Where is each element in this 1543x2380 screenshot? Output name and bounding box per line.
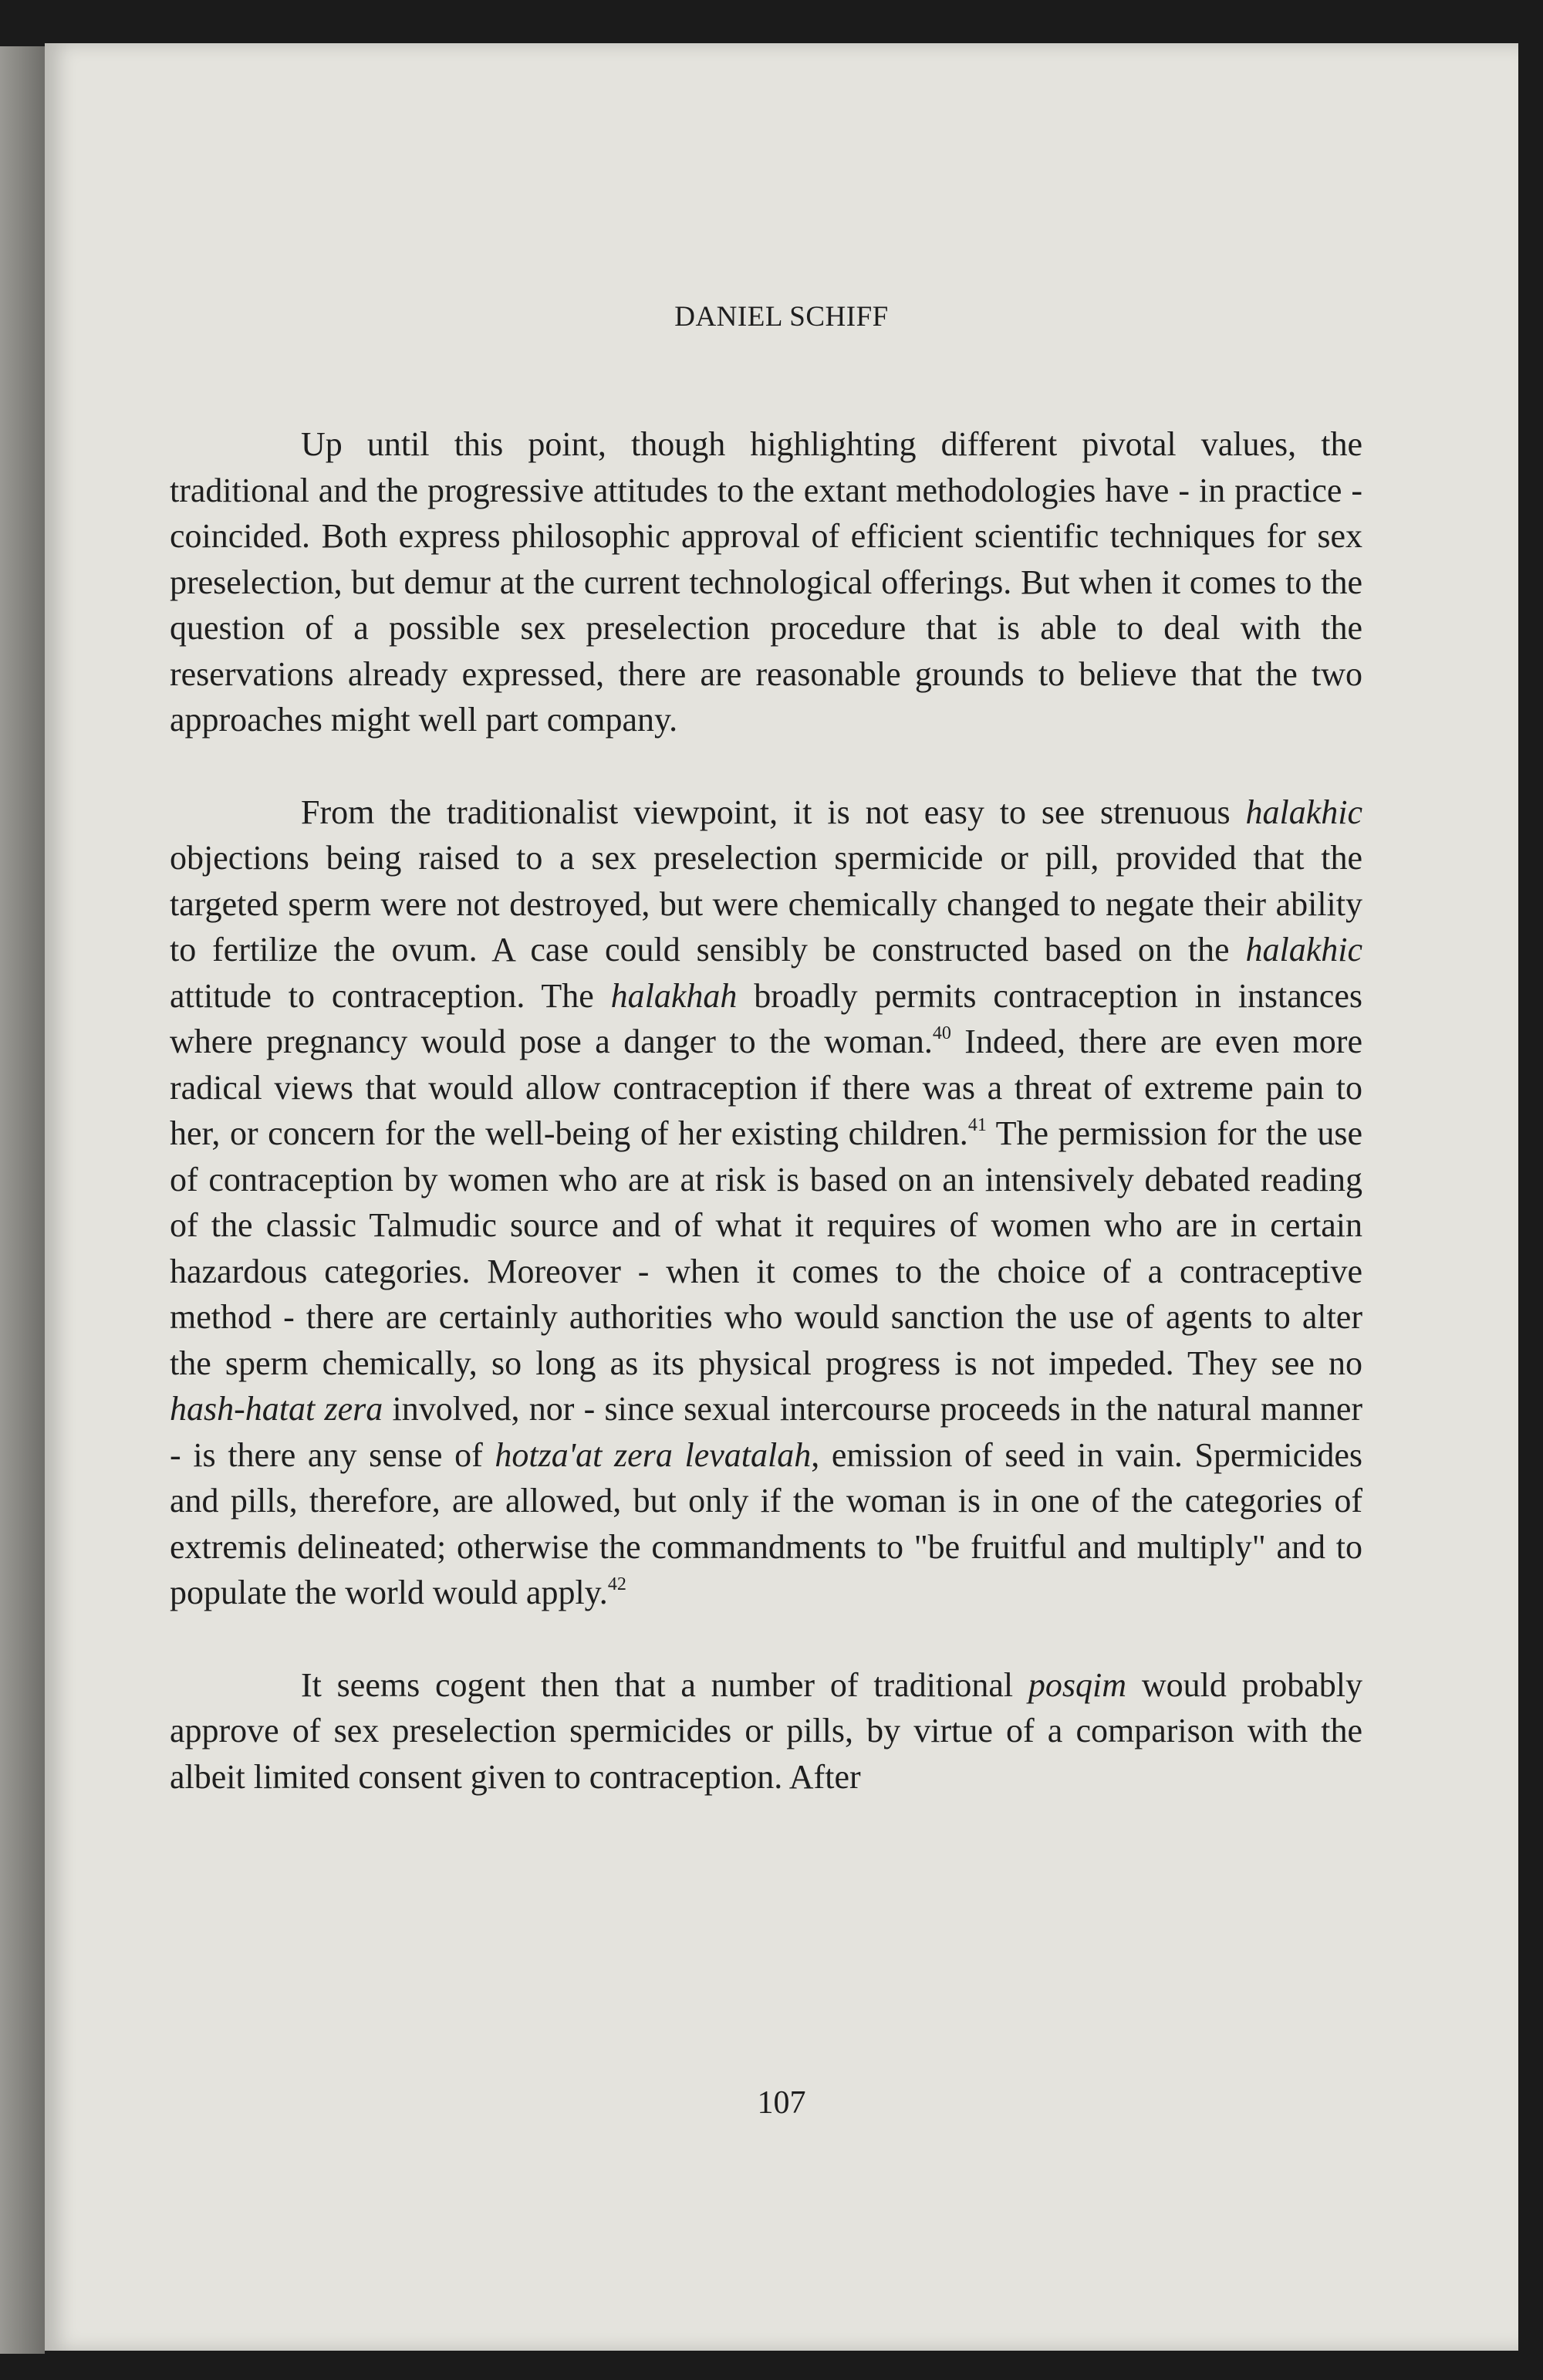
paragraph-2-text-b: objections being raised to a sex preselection spermicide or pill, provided that the targeted sperm were not destroyed, but were chemically changed to negate their ability to fertilize the ovum. A case could sensibly be constructed based on the	[170, 839, 1362, 969]
paragraph-2-text-c: attitude to contraception. The	[170, 976, 611, 1015]
paragraph-2	[170, 789, 1362, 1616]
footnote-ref-42: 42	[607, 1574, 626, 1594]
italic-term-halakhic: halakhic	[1245, 793, 1362, 831]
italic-term-halakhah: halakhah	[610, 976, 738, 1015]
paragraph-1	[170, 421, 1362, 743]
paragraph-2-text-f: The permission for the use of contraception by women who are at risk is based on an intensively debated reading of the classic Talmudic source and of what it requires of women who are in certain hazardous categories. Moreover - when it comes to the choice of a contraceptive method - there are certainly authorities who would sanction the use of agents to alter the sperm chemically, so long as its physical progress is not impeded. They see no	[170, 1114, 1362, 1382]
italic-term-halakhic: halakhic	[1245, 931, 1362, 969]
body-text	[170, 421, 1362, 1846]
paragraph-2-text-h: , emission of seed in vain. Spermicides and pills, therefore, are allowed, but only if the woman is in one of the categories of extremis delineated; otherwise the commandments to "be fruitful and multiply" and to populate the world would apply.	[170, 1435, 1362, 1611]
paragraph-1-text: Up until this point, though highlighting different pivotal values, the traditional and the progressive attitudes to the extant methodologies have - in practice - coincided. Both express philosophic approval of efficient scientific techniques for sex preselection, but demur at the current technological offerings. But when it comes to the question of a possible sex preselection procedure that is able to deal with the reservations already expressed, there are reasonable grounds to believe that the two approaches might well part company.	[170, 425, 1362, 739]
footnote-ref-40: 40	[932, 1023, 951, 1043]
paragraph-3-text-b: would probably approve of sex preselection spermicides or pills, by virtue of a comparison with the albeit limited consent given to contraception. After	[170, 1665, 1363, 1796]
paragraph-2-text-d: broadly permits contraception in instances where pregnancy would pose a danger to the woman.	[170, 976, 1362, 1060]
italic-term-posqim: posqim	[1028, 1665, 1127, 1704]
adjacent-page-edge	[0, 46, 45, 2354]
book-page	[45, 43, 1518, 2351]
paragraph-3	[170, 1662, 1362, 1800]
paragraph-3-text-a: It seems cogent then that a number of traditional	[301, 1665, 1028, 1704]
paragraph-2-text-g: involved, nor - since sexual intercourse proceeds in the natural manner - is there any sense of	[170, 1390, 1362, 1474]
page-number: 107	[757, 2085, 806, 2121]
paragraph-2-text-e: Indeed, there are even more radical views that would allow contraception if there was a threat of extreme pain to her, or concern for the well-being of her existing children.	[170, 1023, 1362, 1152]
footnote-ref-41: 41	[967, 1115, 987, 1135]
paragraph-2-text-a: From the traditionalist viewpoint, it is not easy to see strenuous	[301, 793, 1246, 831]
italic-term-hotzaat-zera-levatalah: hotza'at zera levatalah	[495, 1435, 812, 1474]
italic-term-hash-hatat-zera: hash-hatat zera	[170, 1390, 383, 1428]
running-head: DANIEL SCHIFF	[674, 301, 889, 333]
